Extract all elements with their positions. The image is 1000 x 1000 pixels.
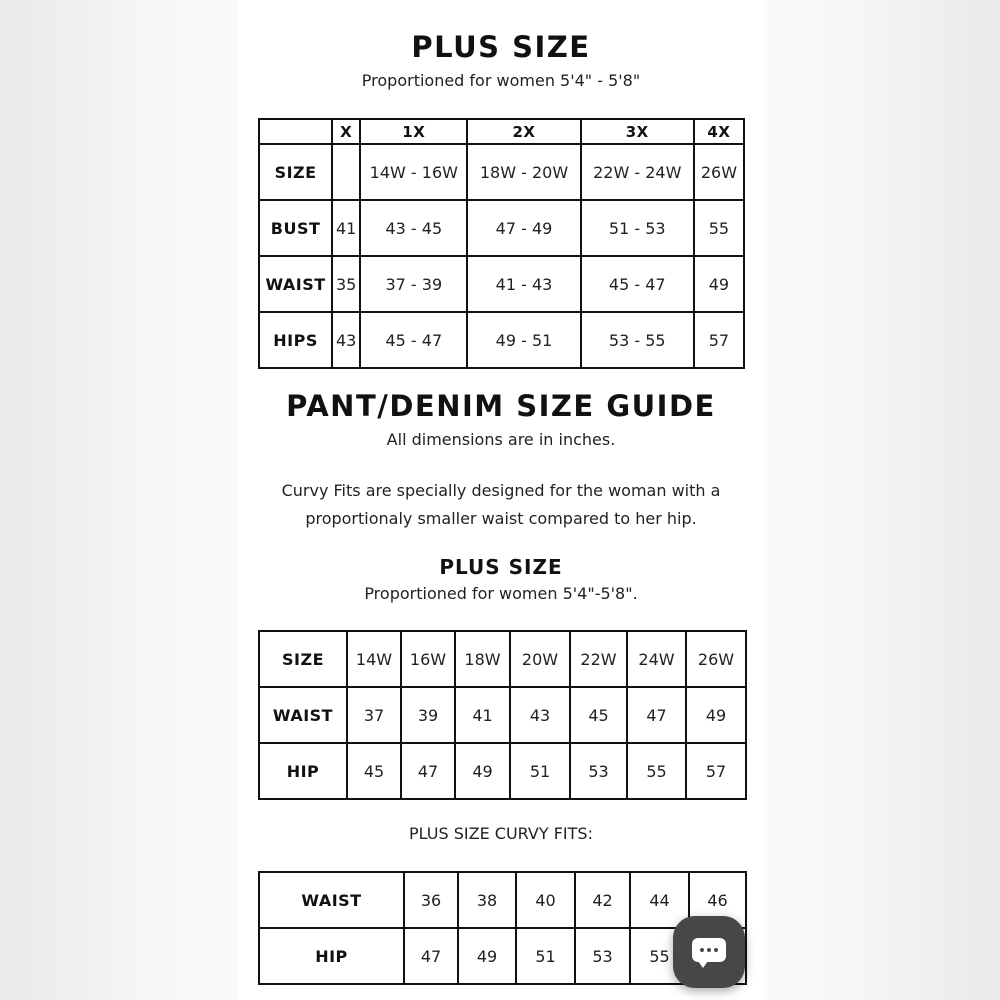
table-cell: 45 - 47: [581, 256, 694, 312]
table-cell: 45 - 47: [360, 312, 467, 368]
table-cell: 51: [510, 743, 570, 799]
table-cell: 38: [458, 872, 516, 928]
table-cell: 41: [332, 200, 360, 256]
table-cell: 22W: [570, 631, 627, 687]
table-cell: 47: [404, 928, 458, 984]
table-cell: 35: [332, 256, 360, 312]
row-label: HIPS: [259, 312, 332, 368]
header-cell: 1X: [360, 119, 467, 144]
row-label: WAIST: [259, 256, 332, 312]
header-cell: [259, 119, 332, 144]
table-cell: 47: [627, 687, 686, 743]
chat-button[interactable]: [673, 916, 745, 988]
table-cell: 45: [570, 687, 627, 743]
table-cell: 16W: [401, 631, 455, 687]
table-cell: 20W: [510, 631, 570, 687]
table-cell: 53: [575, 928, 630, 984]
row-label: WAIST: [259, 872, 404, 928]
table-cell: 57: [694, 312, 744, 368]
table-cell: 46: [689, 872, 746, 928]
table-cell: 55: [694, 200, 744, 256]
table-cell: 47: [401, 743, 455, 799]
header-cell: 2X: [467, 119, 580, 144]
table-cell: 53 - 55: [581, 312, 694, 368]
curvy-fits-title: PLUS SIZE CURVY FITS:: [409, 824, 593, 843]
table-cell: 51: [516, 928, 575, 984]
table-cell: 41 - 43: [467, 256, 580, 312]
table-cell: 44: [630, 872, 689, 928]
pant-plus-size-table: [258, 630, 747, 800]
pant-plus-size-subtitle: Proportioned for women 5'4"-5'8".: [364, 584, 638, 603]
header-cell: 4X: [694, 119, 744, 144]
table-cell: 55: [627, 743, 686, 799]
table-cell: 49: [686, 687, 746, 743]
pant-denim-subtitle: All dimensions are in inches.: [386, 430, 616, 449]
table-cell: 37: [347, 687, 401, 743]
chat-bubble-icon: [692, 938, 726, 962]
chat-dot: [707, 948, 711, 952]
table-cell: 57: [686, 743, 746, 799]
table-row: [259, 743, 746, 799]
table-row: [259, 256, 744, 312]
table-cell: 55: [630, 928, 689, 984]
row-label: HIP: [259, 743, 347, 799]
plus-size-subtitle: Proportioned for women 5'4" - 5'8": [361, 71, 641, 90]
row-label: HIP: [259, 928, 404, 984]
table-cell: 36: [404, 872, 458, 928]
table-cell: 18W: [455, 631, 510, 687]
table-cell: 18W - 20W: [467, 144, 580, 200]
table-cell: 14W: [347, 631, 401, 687]
chat-dot: [714, 948, 718, 952]
table-cell: 43: [510, 687, 570, 743]
pant-plus-size-title: PLUS SIZE: [439, 555, 563, 579]
row-label: WAIST: [259, 687, 347, 743]
table-row: [259, 631, 746, 687]
table-cell: 26W: [686, 631, 746, 687]
table-cell: 49 - 51: [467, 312, 580, 368]
table-cell: 43 - 45: [360, 200, 467, 256]
row-label: BUST: [259, 200, 332, 256]
pant-denim-title: PANT/DENIM SIZE GUIDE: [286, 389, 716, 423]
table-cell: 37 - 39: [360, 256, 467, 312]
table-cell: [332, 144, 360, 200]
table-cell: 49: [455, 743, 510, 799]
background-left: [0, 0, 238, 1000]
table-row: [259, 144, 744, 200]
background-right: [764, 0, 1000, 1000]
row-label: SIZE: [259, 144, 332, 200]
table-row: [259, 687, 746, 743]
row-label: SIZE: [259, 631, 347, 687]
table-row: [259, 200, 744, 256]
header-cell: X: [332, 119, 360, 144]
table-cell: 39: [401, 687, 455, 743]
table-row: [259, 872, 746, 928]
header-cell: 3X: [581, 119, 694, 144]
curvy-note-line-2: proportionaly smaller waist compared to her hip.: [305, 509, 697, 528]
plus-size-title: PLUS SIZE: [411, 30, 591, 64]
table-cell: 49: [694, 256, 744, 312]
plus-size-top-table: [258, 118, 745, 369]
table-cell: 40: [516, 872, 575, 928]
table-cell: 47 - 49: [467, 200, 580, 256]
table-cell: 24W: [627, 631, 686, 687]
table-cell: 51 - 53: [581, 200, 694, 256]
table-cell: 22W - 24W: [581, 144, 694, 200]
table-cell: 26W: [694, 144, 744, 200]
chat-dot: [700, 948, 704, 952]
size-guide-page: [238, 0, 764, 1000]
table-cell: 45: [347, 743, 401, 799]
table-cell: 49: [458, 928, 516, 984]
curvy-note-line-1: Curvy Fits are specially designed for the woman with a: [281, 481, 721, 500]
table-cell: 53: [570, 743, 627, 799]
top-table-header-row: [259, 119, 744, 144]
table-cell: 43: [332, 312, 360, 368]
table-cell: 41: [455, 687, 510, 743]
table-cell: 42: [575, 872, 630, 928]
table-row: [259, 312, 744, 368]
table-cell: 14W - 16W: [360, 144, 467, 200]
